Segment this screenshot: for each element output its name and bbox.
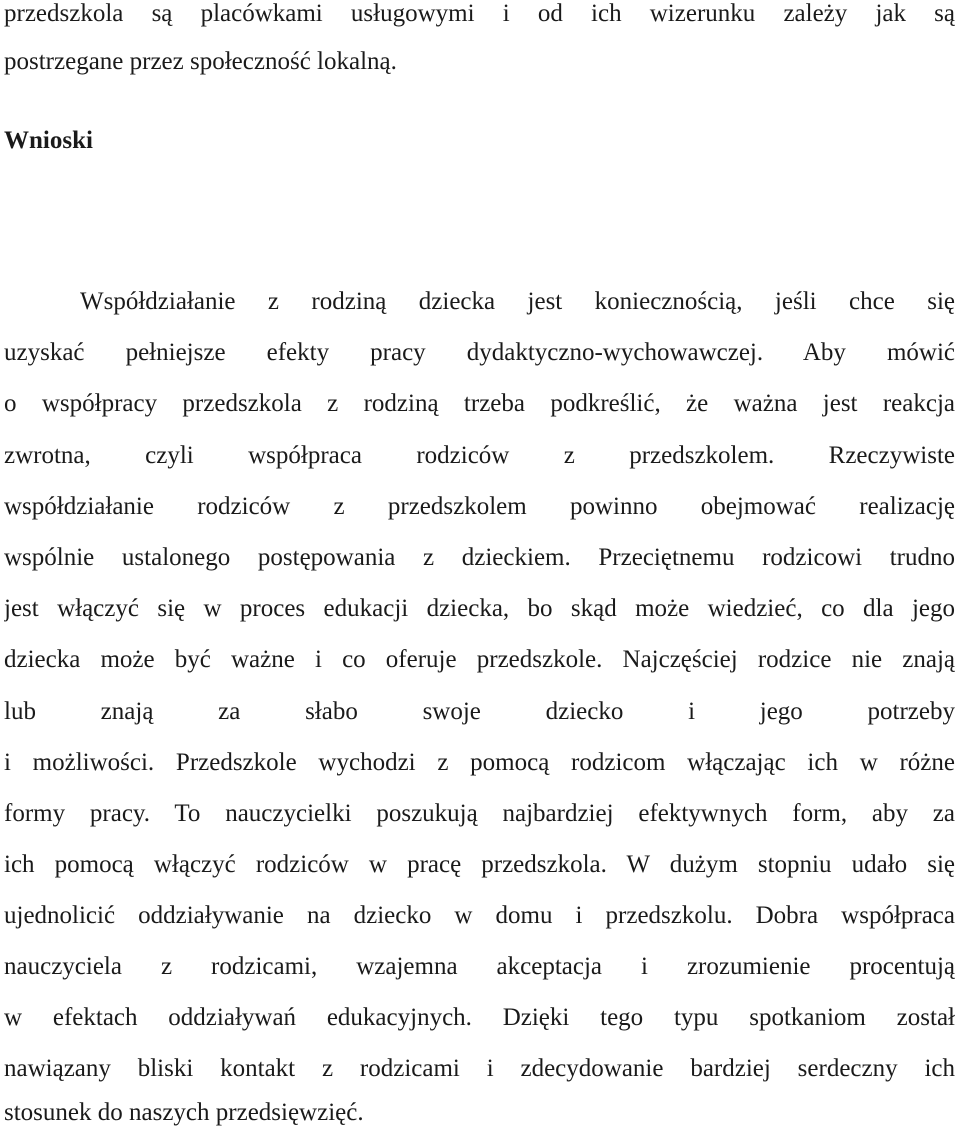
paragraph-line: Współdziałanie z rodziną dziecka jest koniecznością, jeśli chce się [80, 288, 955, 315]
section-heading: Wnioski [4, 127, 93, 154]
paragraph-line: ujednolicić oddziaływanie na dziecko w domu i przedszkolu. Dobra współpraca [4, 902, 955, 929]
paragraph-line: nauczyciela z rodzicami, wzajemna akceptacja i zrozumienie procentują [4, 953, 955, 980]
intro-line: przedszkola są placówkami usługowymi i od ich wizerunku zależy jak są [4, 0, 955, 27]
paragraph-line: formy pracy. To nauczycielki poszukują najbardziej efektywnych form, aby za [4, 800, 955, 827]
paragraph-line: współdziałanie rodziców z przedszkolem powinno obejmować realizację [4, 493, 955, 520]
paragraph-line: nawiązany bliski kontakt z rodzicami i zdecydowanie bardziej serdeczny ich [4, 1055, 955, 1082]
paragraph-line: dziecka może być ważne i co oferuje przedszkole. Najczęściej rodzice nie znają [4, 646, 955, 673]
paragraph-line: wspólnie ustalonego postępowania z dzieckiem. Przeciętnemu rodzicowi trudno [4, 544, 955, 571]
paragraph-line: w efektach oddziaływań edukacyjnych. Dzięki tego typu spotkaniom został [4, 1004, 955, 1031]
paragraph-line: ich pomocą włączyć rodziców w pracę przedszkola. W dużym stopniu udało się [4, 851, 955, 878]
intro-line: postrzegane przez społeczność lokalną. [4, 48, 397, 75]
paragraph-line: lub znają za słabo swoje dziecko i jego potrzeby [4, 698, 955, 725]
paragraph-line: jest włączyć się w proces edukacji dziecka, bo skąd może wiedzieć, co dla jego [4, 595, 955, 622]
paragraph-line: uzyskać pełniejsze efekty pracy dydaktyczno-wychowawczej. Aby mówić [4, 339, 955, 366]
paragraph-line: zwrotna, czyli współpraca rodziców z przedszkolem. Rzeczywiste [4, 442, 955, 469]
paragraph-line: i możliwości. Przedszkole wychodzi z pomocą rodzicom włączając ich w różne [4, 749, 955, 776]
paragraph-line: stosunek do naszych przedsięwzięć. [4, 1099, 364, 1126]
paragraph-line: o współpracy przedszkola z rodziną trzeba podkreślić, że ważna jest reakcja [4, 390, 955, 417]
